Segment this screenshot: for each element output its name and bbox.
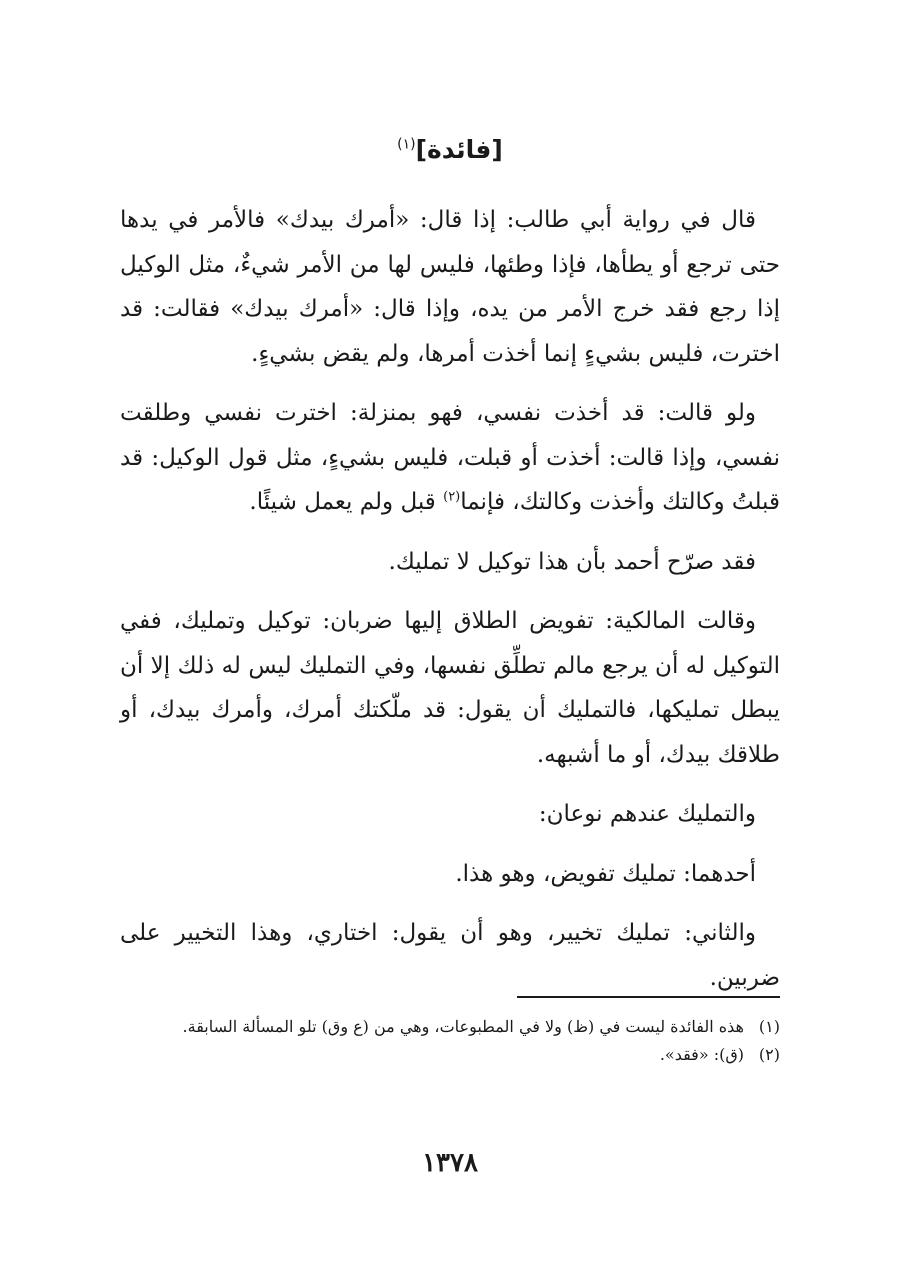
paragraph-4 (120, 599, 780, 777)
paragraph-2-text: ولو قالت: قد أخذت نفسي، فهو بمنزلة: اخترت نفسي وطلقت نفسي، وإذا قالت: أخذت أو قبلت، فليس بشيءٍ، مثل قول الوكيل: قد قبلتُ وكالتك وأخذت وكالتك، فإنما (120, 400, 780, 515)
footnote-2-number: (٢) (758, 1045, 780, 1064)
footnote-divider (517, 996, 780, 998)
paragraph-4-text: وقالت المالكية: تفويض الطلاق إليها ضربان: توكيل وتمليك، ففي التوكيل له أن يرجع مالم تطلِّق نفسها، وفي التمليك ليس له ذلك إلا أن يبطل تمليكها، فالتمليك أن يقول: قد ملّكتك أمرك، وأمرك بيدك، أو طلاقك بيدك، أو ما أشبهه. (120, 608, 780, 768)
heading-footnote-ref: (١) (397, 136, 416, 153)
footnote-1-number: (١) (758, 1017, 780, 1036)
footnote-2 (112, 1041, 780, 1069)
paragraph-5 (120, 792, 780, 837)
main-text (120, 198, 780, 1015)
page-number: ١٣٧٨ (422, 1148, 478, 1178)
paragraph-3 (120, 540, 780, 585)
footnote-1 (112, 1013, 780, 1041)
footnotes (112, 1013, 780, 1069)
paragraph-3-text: فقد صرّح أحمد بأن هذا توكيل لا تمليك. (388, 548, 756, 575)
paragraph-2-text-end: قبل ولم يعمل شيئًا. (249, 489, 444, 515)
paragraph-2 (120, 391, 780, 525)
paragraph-5-text: والتمليك عندهم نوعان: (538, 801, 756, 827)
paragraph-1 (120, 198, 780, 376)
paragraph-7-text: والثاني: تمليك تخيير، وهو أن يقول: اختاري، وهذا التخيير على ضربين. (120, 920, 780, 991)
paragraph-7 (120, 911, 780, 1000)
footnote-ref-2: (٢) (443, 489, 461, 505)
paragraph-6 (120, 852, 780, 897)
paragraph-1-text: قال في رواية أبي طالب: إذا قال: «أمرك بيدك» فالأمر في يدها حتى ترجع أو يطأها، فإذا وطئها، فليس لها من الأمر شيءٌ، مثل الوكيل إذا رجع فقد خرج الأمر من يده، وإذا قال: «أمرك بيدك» فقالت: قد اخترت، فليس بشيءٍ إنما أخذت أمرها، ولم يقض بشيءٍ. (120, 207, 780, 367)
heading-title: [فائدة] (415, 135, 503, 164)
footnote-2-text: (ق): «فقد». (659, 1045, 744, 1064)
section-heading (0, 135, 900, 164)
paragraph-6-text: أحدهما: تمليك تفويض، وهو هذا. (455, 860, 756, 887)
footnote-1-text: هذه الفائدة ليست في (ظ) ولا في المطبوعات، وهي من (ع وق) تلو المسألة السابقة. (182, 1017, 744, 1036)
